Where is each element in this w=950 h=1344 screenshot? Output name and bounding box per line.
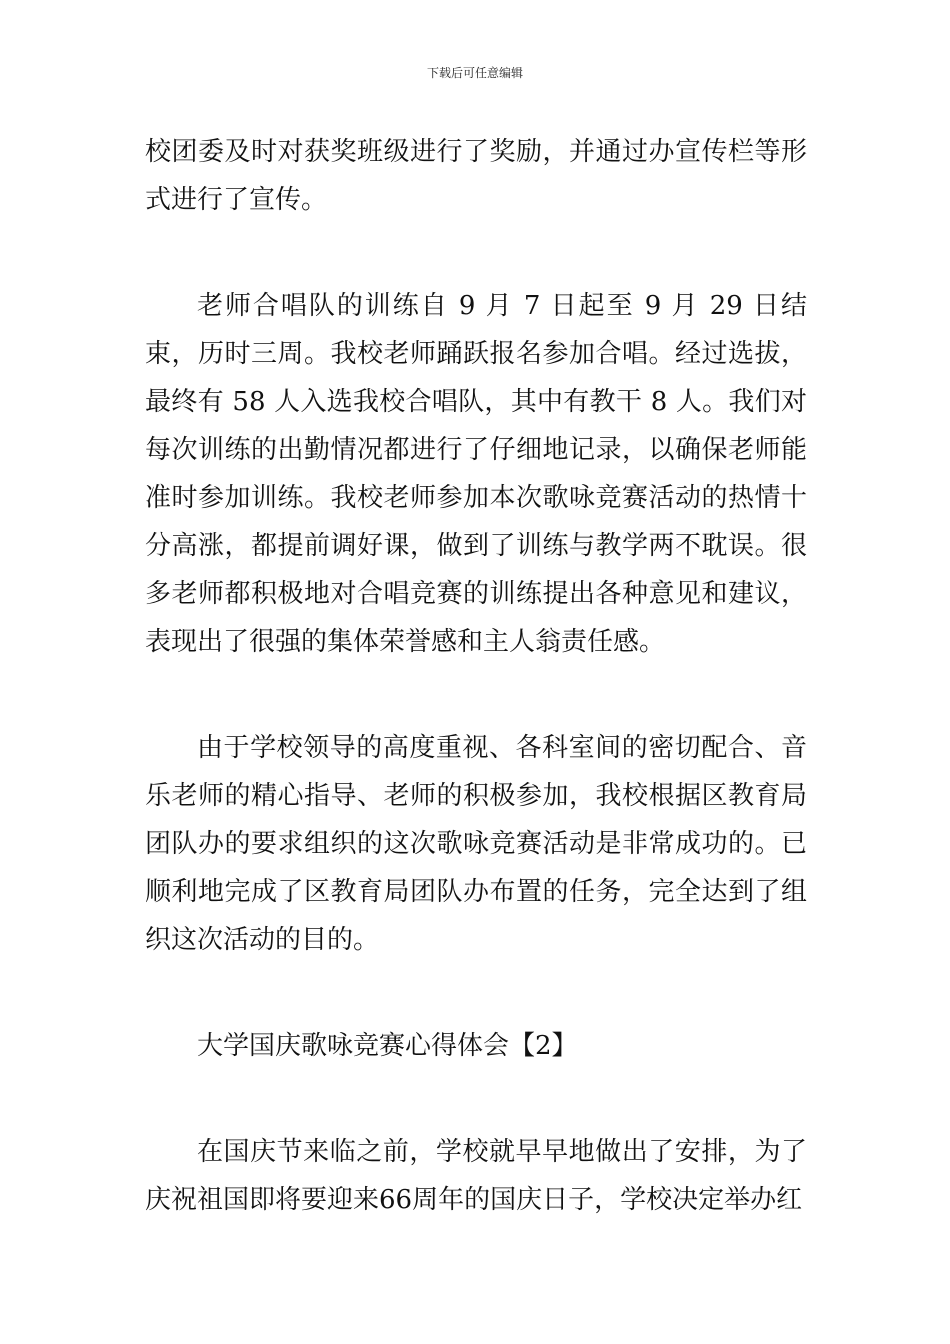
paragraph-4: 在国庆节来临之前，学校就早早地做出了安排，为了庆祝祖国即将要迎来66周年的国庆日子，学校决定举办红: [145, 1137, 807, 1215]
paragraph-1: 校团委及时对获奖班级进行了奖励，并通过办宣传栏等形式进行了宣传。: [145, 137, 807, 215]
paragraph-3: 由于学校领导的高度重视、各科室间的密切配合、音乐老师的精心指导、老师的积极参加，我校根据区教育局团队办的要求组织的这次歌咏竞赛活动是非常成功的。已顺利地完成了区教育局团队办布置的任务，完全达到了组织这次活动的目的。: [145, 733, 807, 955]
section-heading: 大学国庆歌咏竞赛心得体会【2】: [197, 1031, 578, 1061]
paragraph-gap: [145, 1070, 807, 1128]
paragraph-gap: [145, 224, 807, 282]
header-note: 下载后可任意编辑: [426, 66, 523, 80]
paragraph-gap: [145, 964, 807, 1022]
paragraph-gap: [145, 666, 807, 724]
document-body: [145, 128, 807, 1224]
paragraph-2: 老师合唱队的训练自 9 月 7 日起至 9 月 29 日结束，历时三周。我校老师踊跃报名参加合唱。经过选拔，最终有 58 人入选我校合唱队，其中有教干 8 人。我们对每次训练的出勤情况都进行了仔细地记录，以确保老师能准时参加训练。我校老师参加本次歌咏竞赛活动的热情十分高涨，都提前调好课，做到了训练与教学两不耽误。很多老师都积极地对合唱竞赛的训练提出各种意见和建议，表现出了很强的集体荣誉感和主人翁责任感。: [145, 291, 807, 657]
